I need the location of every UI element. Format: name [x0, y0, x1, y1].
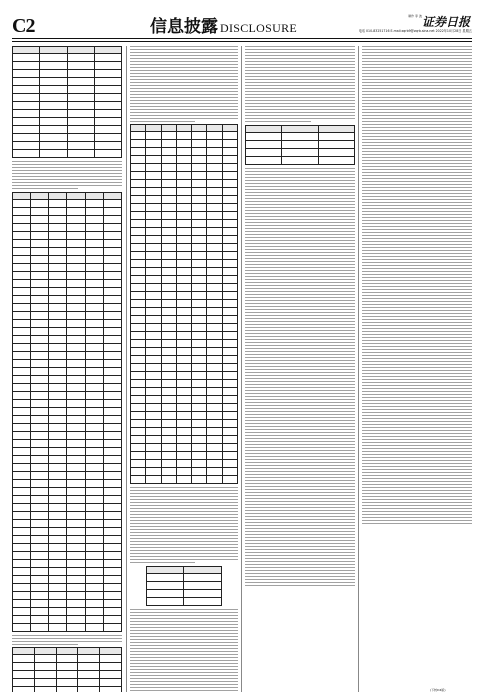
- text-block: [245, 168, 355, 586]
- text-block: [362, 46, 472, 524]
- page-header: [0, 0, 484, 40]
- data-table: [12, 647, 122, 692]
- column-3: [245, 46, 355, 692]
- column-divider: [358, 46, 359, 692]
- text-block: [130, 609, 238, 692]
- brand-logo: 证券日报: [421, 15, 470, 29]
- column-divider: [241, 46, 242, 692]
- data-table: [12, 192, 122, 632]
- section-title: [150, 18, 297, 37]
- text-block: [130, 487, 238, 563]
- column-divider: [126, 46, 127, 692]
- text-block: [245, 46, 355, 122]
- header-info-line: 电话 010-83251716 E-mail:zqrb9@zqrb.sina.net 2022年10月28日 星期五: [358, 29, 472, 33]
- header-rule: [12, 38, 472, 39]
- header-rule-thin: [12, 41, 472, 42]
- page-number: C2: [12, 15, 35, 37]
- text-block: [130, 46, 238, 122]
- column-1: [12, 46, 122, 692]
- data-table: [12, 46, 122, 158]
- data-table: [245, 125, 355, 165]
- section-title-en: DISCLOSURE: [220, 21, 298, 35]
- section-title-cn: 信息披露: [150, 17, 218, 37]
- column-2: [130, 46, 238, 692]
- data-table: [130, 124, 238, 484]
- text-block: [12, 161, 122, 189]
- data-table: [146, 566, 222, 606]
- column-4: [362, 46, 472, 692]
- text-block: [12, 635, 122, 645]
- continuation-note: (下转D4版): [430, 688, 446, 692]
- editor-line: 制作 李 波: [408, 14, 422, 18]
